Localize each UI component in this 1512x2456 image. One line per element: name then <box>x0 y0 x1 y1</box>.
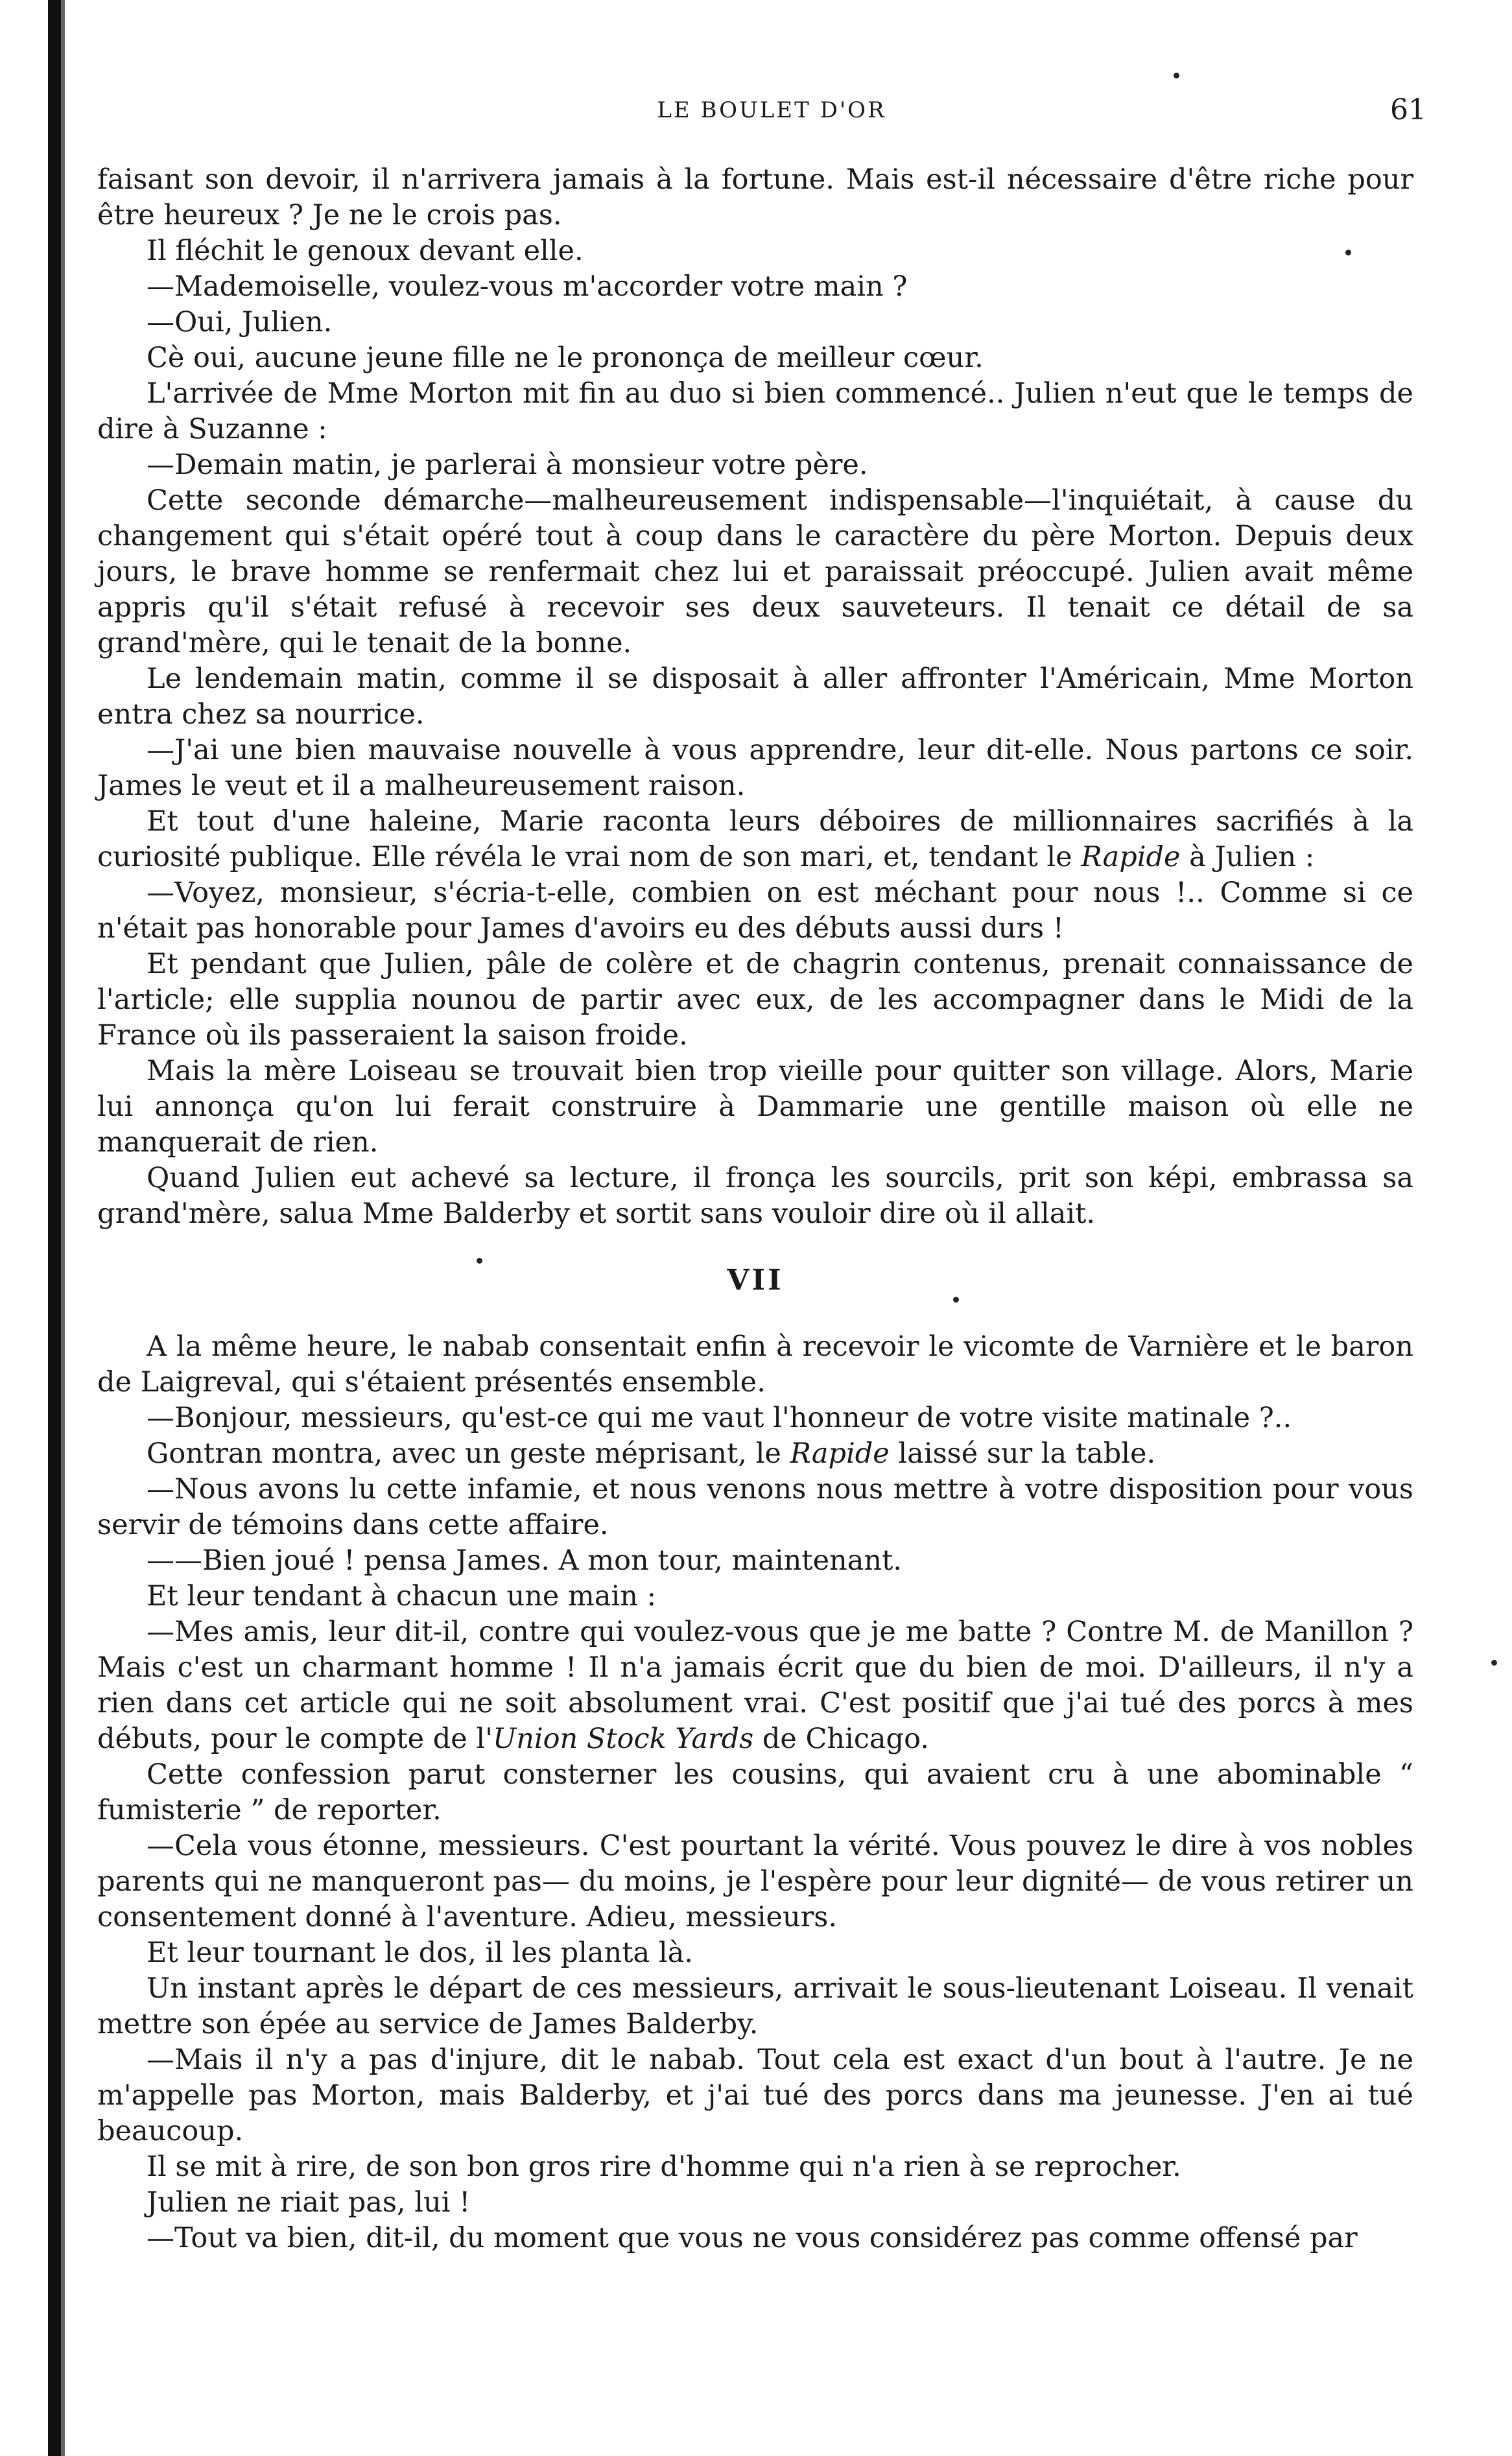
text-run: laissé sur la table. <box>889 1437 1156 1470</box>
paragraph: Il fléchit le genoux devant elle. <box>147 235 584 267</box>
paragraph: L'arrivée de Mme Morton mit fin au duo si bien commencé.. Julien n'eut que le temps de dire à Suzanne : <box>97 377 1413 445</box>
dialogue-line: —Oui, Julien. <box>147 306 333 338</box>
text-run: de Chicago. <box>753 1723 929 1755</box>
chapter-heading: VII <box>727 1264 784 1297</box>
paragraph: Mais la mère Loiseau se trouvait bien trop vieille pour quitter son village. Alors, Marie lui annonça qu'on lui ferait construire à Dammarie une gentille maison où elle ne manquerait de rien. <box>97 1055 1413 1159</box>
paragraph: Et pendant que Julien, pâle de colère et de chagrin contenus, prenait connaissance de l'article; elle supplia nounou de partir avec eux, de les accompagner dans le Midi de la France où ils passeraient la saison froide. <box>97 948 1413 1052</box>
newspaper-title: Rapide <box>790 1437 890 1470</box>
page-number: 61 <box>1390 93 1426 126</box>
scan-speck <box>1491 1660 1497 1666</box>
paragraph: Et leur tendant à chacun une main : <box>147 1580 657 1612</box>
dialogue-line: —Demain matin, je parlerai à monsieur votre père. <box>147 449 868 481</box>
scan-speck <box>1174 73 1179 78</box>
scan-speck <box>1345 250 1351 255</box>
paragraph: Quand Julien eut achevé sa lecture, il fronça les sourcils, prit son képi, embrassa sa grand'mère, salua Mme Balderby et sortit sans vouloir dire où il allait. <box>97 1162 1413 1230</box>
text-run: Et tout d'une haleine, Marie raconta leurs déboires de millionnaires sacrifiés à la curiosité publique. Elle révéla le vrai nom de son mari, et, tendant le <box>97 805 1413 873</box>
paragraph: Julien ne riait pas, lui ! <box>147 2186 471 2219</box>
dialogue-line: —Nous avons lu cette infamie, et nous venons nous mettre à votre disposition pour vous servir de témoins dans cette affaire. <box>97 1473 1413 1541</box>
running-header <box>117 93 1426 136</box>
running-title: LE BOULET D'OR <box>657 97 886 123</box>
paragraph: Un instant après le départ de ces messieurs, arrivait le sous-lieutenant Loiseau. Il venait mettre son épée au service de James Balderby. <box>97 1972 1413 2040</box>
paragraph: Cè oui, aucune jeune fille ne le prononça de meilleur cœur. <box>147 342 984 374</box>
company-name: Union Stock Yards <box>492 1723 754 1755</box>
text-run: Gontran montra, avec un geste méprisant, le <box>147 1437 790 1470</box>
paragraph: A la même heure, le nabab consentait enfin à recevoir le vicomte de Varnière et le baron de Laigreval, qui s'étaient présentés ensemble. <box>97 1330 1413 1399</box>
dialogue-line: —Mademoiselle, voulez-vous m'accorder votre main ? <box>147 270 908 303</box>
dialogue-line <box>97 1614 1413 1757</box>
newspaper-title: Rapide <box>1081 841 1181 873</box>
paragraph <box>97 1436 1413 1472</box>
scan-speck <box>953 1297 959 1303</box>
paragraph: Cette confession parut consterner les cousins, qui avaient cru à une abominable “ fumisterie ” de reporter. <box>97 1758 1413 1826</box>
paragraph <box>97 804 1413 875</box>
paragraph: faisant son devoir, il n'arrivera jamais à la fortune. Mais est-il nécessaire d'être riche pour être heureux ? Je ne le crois pas. <box>97 163 1413 231</box>
dialogue-line: —Mais il n'y a pas d'injure, dit le nabab. Tout cela est exact d'un bout à l'autre. Je ne m'appelle pas Morton, mais Balderby, et j'ai tué des porcs dans ma jeunesse. J'en ai tué beaucoup. <box>97 2044 1413 2147</box>
dialogue-line: —Bonjour, messieurs, qu'est-ce qui me vaut l'honneur de votre visite matinale ?.. <box>147 1402 1292 1434</box>
paragraph: Cette seconde démarche—malheureusement indispensable—l'inquiétait, à cause du changement qui s'était opéré tout à coup dans le caractère du père Morton. Depuis deux jours, le brave homme se renfermait chez lui et paraissait préoccupé. Julien avait même appris qu'il s'était refusé à recevoir ses deux sauveteurs. Il tenait ce détail de sa grand'mère, qui le tenait de la bonne. <box>97 484 1413 659</box>
dialogue-line: ——Bien joué ! pensa James. A mon tour, maintenant. <box>147 1544 903 1577</box>
dialogue-line: —Cela vous étonne, messieurs. C'est pourtant la vérité. Vous pouvez le dire à vos nobles parents qui ne manqueront pas— du moins, je l'espère pour leur dignité— de vous retirer un consentement donné à l'aventure. Adieu, messieurs. <box>97 1830 1413 1933</box>
paragraph: Et leur tournant le dos, il les planta là. <box>147 1937 693 1969</box>
page-body <box>97 162 1413 2256</box>
text-run: —Mes amis, leur dit-il, contre qui voulez-vous que je me batte ? Contre M. de Manillon ? Mais c'est un charmant homme ! Il n'a jamais écrit que du bien de moi. D'ailleurs, il n'y a rien dans cet article qui ne soit absolument vrai. C'est positif que j'ai tué des porcs à mes débuts, pour le compte de l' <box>97 1616 1413 1755</box>
paragraph: Il se mit à rire, de son bon gros rire d'homme qui n'a rien à se reprocher. <box>147 2151 1181 2183</box>
dialogue-line: —J'ai une bien mauvaise nouvelle à vous apprendre, leur dit-elle. Nous partons ce soir. James le veut et il a malheureusement raison. <box>97 734 1413 802</box>
binding-edge <box>48 0 61 2456</box>
scan-speck <box>477 1258 482 1264</box>
text-run: à Julien : <box>1180 841 1315 873</box>
paragraph: Le lendemain matin, comme il se disposait à aller affronter l'Américain, Mme Morton entra chez sa nourrice. <box>97 663 1413 731</box>
dialogue-line: —Voyez, monsieur, s'écria-t-elle, combien on est méchant pour nous !.. Comme si ce n'était pas honorable pour James d'avoirs eu des débuts aussi durs ! <box>97 877 1413 945</box>
binding-shadow <box>61 0 65 2456</box>
dialogue-line: —Tout va bien, dit-il, du moment que vous ne vous considérez pas comme offensé par <box>147 2222 1358 2254</box>
